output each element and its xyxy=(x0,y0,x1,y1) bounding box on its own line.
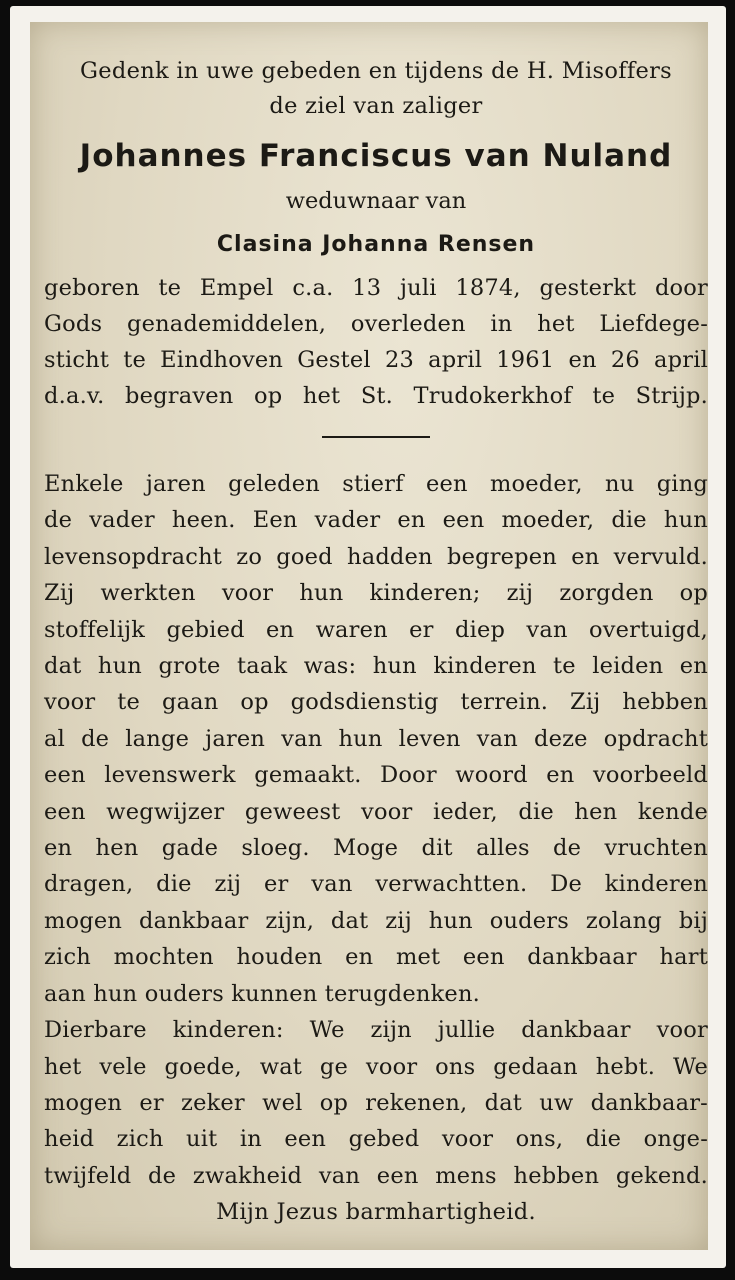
text-line: mogen dankbaar zijn, dat zij hun ouders zolang bij xyxy=(44,907,708,934)
text-line: Zij werkten voor hun kinderen; zij zorgden op xyxy=(44,580,708,607)
text-line: levensopdracht zo goed hadden begrepen en vervuld. xyxy=(44,543,708,570)
bio-line: d.a.v. begraven op het St. Trudokerkhof te Strijp. xyxy=(44,383,708,409)
text-line: dat hun grote taak was: hun kinderen te leiden en xyxy=(44,653,708,680)
text-line: een wegwijzer geweest voor ieder, die hen kende xyxy=(44,798,708,825)
card-content xyxy=(44,54,708,1230)
bio-line: Gods genademiddelen, overleden in het Liefdege- xyxy=(44,311,708,337)
memorial-text xyxy=(44,466,708,1194)
text-line: mogen er zeker wel op rekenen, dat uw dankbaar- xyxy=(44,1089,708,1116)
text-line: en hen gade sloeg. Moge dit alles de vruchten xyxy=(44,835,708,862)
text-line: twijfeld de zwakheid van een mens hebben gekend. xyxy=(44,1162,708,1189)
text-line: dragen, die zij er van verwachtten. De kinderen xyxy=(44,871,708,898)
text-line: zich mochten houden en met een dankbaar hart xyxy=(44,944,708,971)
text-line: de vader heen. Een vader en een moeder, die hun xyxy=(44,507,708,534)
closing-prayer: Mijn Jezus barmhartigheid. xyxy=(216,1199,536,1226)
text-line: aan hun ouders kunnen terugdenken. xyxy=(44,980,480,1007)
intro-line: Gedenk in uwe gebeden en tijdens de H. Misoffers xyxy=(79,58,673,84)
text-line: een levenswerk gemaakt. Door woord en voorbeeld xyxy=(44,762,708,789)
intro-line: de ziel van zaliger xyxy=(269,93,483,119)
text-line: voor te gaan op godsdienstig terrein. Zij hebben xyxy=(44,689,708,716)
deceased-name: Johannes Franciscus van Nuland xyxy=(79,138,673,174)
text-line: stoffelijk gebied en waren er diep van overtuigd, xyxy=(44,616,708,643)
text-line: Enkele jaren geleden stierf een moeder, nu ging xyxy=(44,471,708,497)
text-line: Dierbare kinderen: We zijn jullie dankbaar voor xyxy=(44,1017,708,1044)
spouse-name: Clasina Johanna Rensen xyxy=(216,232,536,257)
text-line: heid zich uit in een gebed voor ons, die onge- xyxy=(44,1126,708,1153)
text-line: al de lange jaren van hun leven van deze opdracht xyxy=(44,725,708,752)
relation-text: weduwnaar van xyxy=(285,188,467,214)
bio-line: geboren te Empel c.a. 13 juli 1874, gesterkt door xyxy=(44,275,708,301)
bio-line: sticht te Eindhoven Gestel 23 april 1961 en 26 april xyxy=(44,347,708,373)
biography xyxy=(44,270,708,414)
divider-rule xyxy=(322,436,430,438)
text-line: het vele goede, wat ge voor ons gedaan hebt. We xyxy=(44,1053,708,1080)
